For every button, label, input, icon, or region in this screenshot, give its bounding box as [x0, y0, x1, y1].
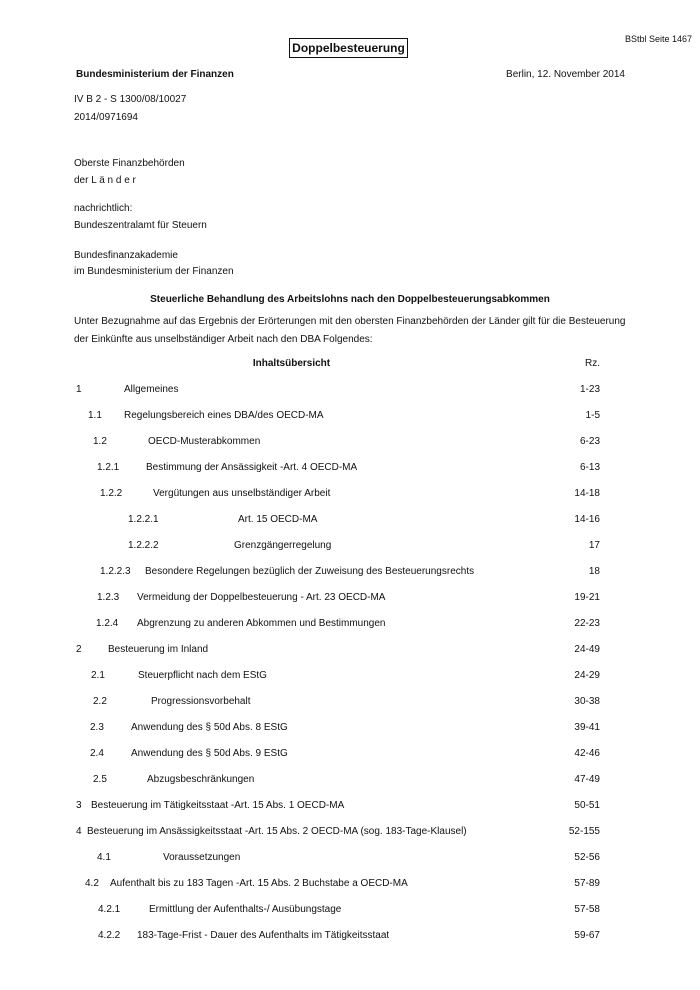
toc-entry-number: 2.5 — [93, 774, 107, 785]
toc-entry-title: Bestimmung der Ansässigkeit -Art. 4 OECD-MA — [146, 462, 358, 473]
place-date: Berlin, 12. November 2014 — [506, 69, 625, 80]
toc-entry-rz: 1-5 — [585, 410, 600, 421]
recipient-line-3: nachrichtlich: — [74, 203, 133, 214]
toc-entry-number: 1.2.3 — [97, 592, 120, 603]
toc-entry-number: 1.2.2.1 — [128, 514, 159, 525]
toc-entry-number: 1.2 — [93, 436, 107, 447]
toc-entry-rz: 57-89 — [574, 878, 600, 889]
recipient-line-4: Bundeszentralamt für Steuern — [74, 220, 207, 231]
toc-entry-number: 2.1 — [91, 670, 105, 681]
toc-entry-title: Abzugsbeschränkungen — [147, 774, 255, 785]
toc-entry-title: Art. 15 OECD-MA — [238, 514, 318, 525]
toc-entry-rz: 30-38 — [574, 696, 600, 707]
document-number: 2014/0971694 — [74, 112, 138, 123]
toc-entry-rz: 17 — [588, 540, 600, 551]
toc-entry-number: 4 — [76, 826, 82, 837]
toc-entry-title: Grenzgängerregelung — [234, 540, 332, 551]
toc-entry-number: 1.2.4 — [96, 618, 119, 629]
toc-entry-rz: 57-58 — [574, 904, 600, 915]
toc-entry-number: 4.2.2 — [98, 930, 121, 941]
toc-entry-number: 4.1 — [97, 852, 111, 863]
toc-entry-title: Besteuerung im Ansässigkeitsstaat -Art. 15 Abs. 2 OECD-MA (sog. 183-Tage-Klausel) — [87, 826, 467, 837]
toc-entry-number: 2 — [76, 644, 82, 655]
toc-entry-rz: 42-46 — [574, 748, 600, 759]
toc-entry-title: Besteuerung im Inland — [108, 644, 209, 655]
toc-rz-label: Rz. — [585, 358, 600, 369]
toc-entry-number: 4.2 — [85, 878, 99, 889]
toc-entry-rz: 1-23 — [579, 384, 600, 395]
toc-entry-number: 2.2 — [93, 696, 107, 707]
toc-entry-title: Allgemeines — [124, 384, 179, 395]
toc-entry-number: 1.2.1 — [97, 462, 120, 473]
toc-entry-title: Anwendung des § 50d Abs. 9 EStG — [131, 748, 288, 759]
toc-entry-title: Abgrenzung zu anderen Abkommen und Bestimmungen — [137, 618, 386, 629]
intro-paragraph: Unter Bezugnahme auf das Ergebnis der Erörterungen mit den obersten Finanzbehörden der Länder gilt für die Besteuerung der Einkünfte aus unselbständiger Arbeit nach den DBA Folgendes: — [74, 316, 626, 345]
toc-entry-title: 183-Tage-Frist - Dauer des Aufenthalts im Tätigkeitsstaat — [137, 930, 390, 941]
document-category-title: Doppelbesteuerung — [289, 38, 408, 58]
toc-entry-rz: 59-67 — [574, 930, 600, 941]
toc-entry-title: Regelungsbereich eines DBA/des OECD-MA — [124, 410, 324, 421]
toc-entry-title: Vermeidung der Doppelbesteuerung - Art. 23 OECD-MA — [137, 592, 386, 603]
toc-entry-rz: 24-29 — [574, 670, 600, 681]
toc-entry-rz: 19-21 — [574, 592, 600, 603]
toc-entry-number: 3 — [76, 800, 82, 811]
toc-entry-rz: 47-49 — [574, 774, 600, 785]
toc-entry-rz: 6-23 — [579, 436, 600, 447]
recipient-line-2: der L ä n d e r — [74, 175, 136, 186]
toc-entry-number: 2.3 — [90, 722, 104, 733]
toc-entry-number: 1.2.2.2 — [128, 540, 159, 551]
toc-entry-rz: 24-49 — [574, 644, 600, 655]
toc-entry-rz: 14-16 — [574, 514, 600, 525]
toc-entry-number: 4.2.1 — [98, 904, 121, 915]
toc-entry-rz: 18 — [588, 566, 600, 577]
toc-entry-rz: 14-18 — [574, 488, 600, 499]
toc-entry-title: Steuerpflicht nach dem EStG — [138, 670, 267, 681]
toc-entry-rz: 52-56 — [574, 852, 600, 863]
toc-entry-title: Aufenthalt bis zu 183 Tagen -Art. 15 Abs. 2 Buchstabe a OECD-MA — [110, 878, 408, 889]
page-reference: BStbl Seite 1467 — [624, 34, 692, 44]
recipient-line-5: Bundesfinanzakademie — [74, 250, 178, 261]
toc-entry-title: Besondere Regelungen bezüglich der Zuweisung des Besteuerungsrechts — [145, 566, 475, 577]
toc-entry-title: Progressionsvorbehalt — [151, 696, 251, 707]
toc-entry-title: Ermittlung der Aufenthalts-/ Ausübungstage — [149, 904, 342, 915]
subject-line: Steuerliche Behandlung des Arbeitslohns nach den Doppelbesteuerungsabkommen — [150, 294, 550, 305]
toc-entry-title: Voraussetzungen — [163, 852, 241, 863]
recipient-line-1: Oberste Finanzbehörden — [74, 158, 185, 169]
toc-entry-title: Besteuerung im Tätigkeitsstaat -Art. 15 Abs. 1 OECD-MA — [91, 800, 345, 811]
toc-entry-rz: 52-155 — [568, 826, 600, 837]
toc-entry-number: 1 — [76, 384, 82, 395]
toc-heading: Inhaltsübersicht — [252, 358, 331, 369]
toc-entry-rz: 50-51 — [574, 800, 600, 811]
toc-entry-rz: 22-23 — [574, 618, 600, 629]
toc-entry-number: 1.1 — [88, 410, 102, 421]
toc-entry-rz: 39-41 — [574, 722, 600, 733]
sender-ministry: Bundesministerium der Finanzen — [76, 69, 234, 80]
toc-entry-title: Anwendung des § 50d Abs. 8 EStG — [131, 722, 288, 733]
toc-entry-title: Vergütungen aus unselbständiger Arbeit — [153, 488, 331, 499]
file-number: IV B 2 - S 1300/08/10027 — [74, 94, 187, 105]
toc-entry-number: 1.2.2.3 — [100, 566, 131, 577]
toc-entry-number: 2.4 — [90, 748, 104, 759]
toc-entry-title: OECD-Musterabkommen — [148, 436, 261, 447]
recipient-line-6: im Bundesministerium der Finanzen — [74, 266, 234, 277]
toc-entry-rz: 6-13 — [579, 462, 600, 473]
toc-entry-number: 1.2.2 — [100, 488, 123, 499]
